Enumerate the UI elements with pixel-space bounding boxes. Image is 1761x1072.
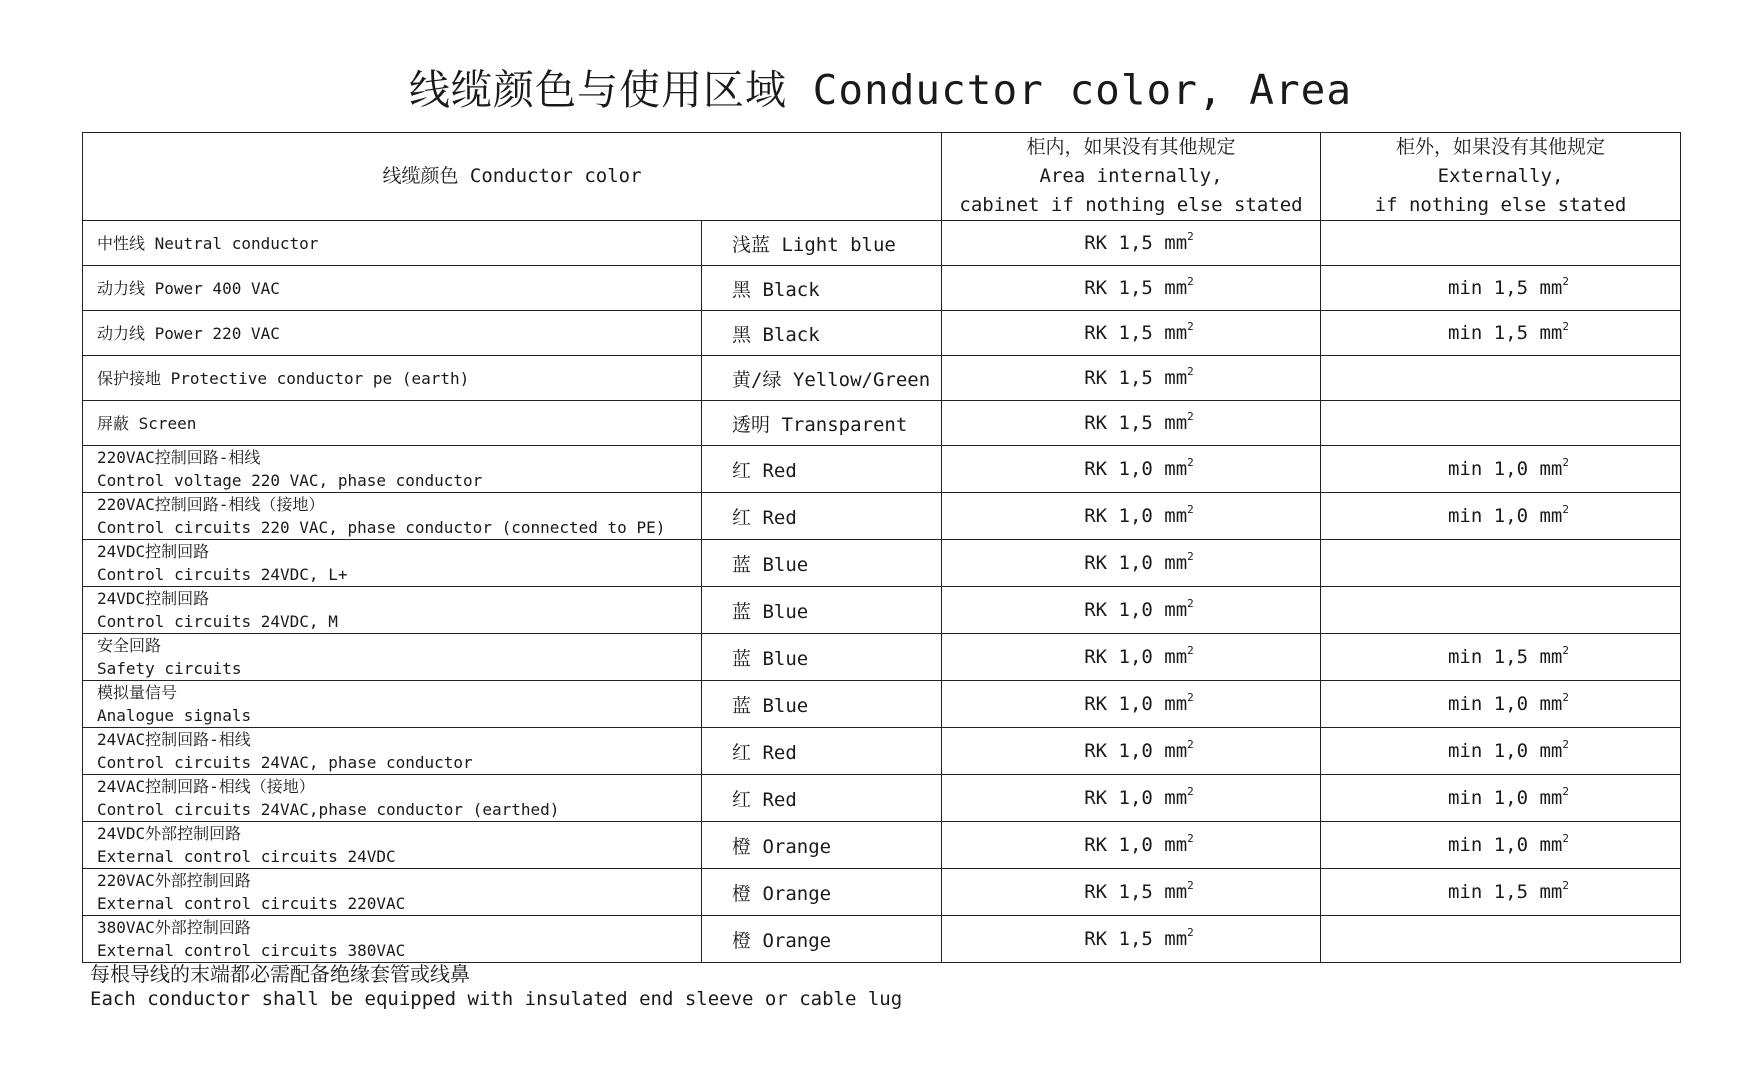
- cross-section-text: RK 1,5 mm: [1084, 412, 1188, 434]
- usage-cell: [83, 493, 702, 540]
- internal-area-value: [1084, 834, 1194, 856]
- unit-exponent: 2: [1187, 597, 1194, 610]
- unit-exponent: 2: [1187, 365, 1194, 378]
- usage-line-primary: 24VDC控制回路: [97, 542, 210, 561]
- table-row: [83, 775, 1681, 822]
- cross-section-text: RK 1,0 mm: [1084, 787, 1188, 809]
- usage-cell: [83, 311, 702, 356]
- usage-line-primary: 380VAC外部控制回路: [97, 918, 251, 937]
- external-area-cell: [1321, 869, 1681, 916]
- color-cell: 黑 Black: [702, 266, 942, 311]
- external-area-cell: [1321, 916, 1681, 963]
- header-external-line: if nothing else stated: [1374, 194, 1627, 216]
- usage-line-primary: 24VDC外部控制回路: [97, 824, 242, 843]
- usage-line-primary: 220VAC控制回路-相线: [97, 448, 261, 467]
- table-header-row: [83, 133, 1681, 221]
- unit-exponent: 2: [1562, 275, 1569, 288]
- color-cell: 红 Red: [702, 446, 942, 493]
- table-row: [83, 587, 1681, 634]
- internal-area-cell: [942, 775, 1321, 822]
- usage-line-primary: 220VAC外部控制回路: [97, 871, 251, 890]
- color-cell: 蓝 Blue: [702, 540, 942, 587]
- external-area-cell: [1321, 311, 1681, 356]
- usage-line-primary: 动力线 Power 400 VAC: [97, 278, 280, 298]
- usage-line-secondary: Control circuits 24VAC, phase conductor: [97, 753, 473, 772]
- cross-section-text: min 1,0 mm: [1447, 787, 1563, 809]
- internal-area-cell: [942, 266, 1321, 311]
- cross-section-text: RK 1,0 mm: [1084, 599, 1188, 621]
- internal-area-value: [1084, 928, 1194, 950]
- usage-line-primary: 24VAC控制回路-相线（接地）: [97, 777, 315, 796]
- internal-area-cell: [942, 401, 1321, 446]
- external-area-value: [1448, 646, 1569, 668]
- external-area-cell: [1321, 540, 1681, 587]
- unit-exponent: 2: [1187, 275, 1194, 288]
- color-cell: 蓝 Blue: [702, 681, 942, 728]
- unit-exponent: 2: [1187, 785, 1194, 798]
- external-area-value: [1448, 740, 1569, 762]
- usage-cell: [83, 822, 702, 869]
- unit-exponent: 2: [1187, 738, 1194, 751]
- conductor-color-table: [82, 132, 1681, 963]
- color-cell: 橙 Orange: [702, 916, 942, 963]
- unit-exponent: 2: [1187, 550, 1194, 563]
- external-area-cell: [1321, 221, 1681, 266]
- internal-area-cell: [942, 869, 1321, 916]
- cross-section-text: min 1,5 mm: [1447, 881, 1563, 903]
- usage-cell: [83, 728, 702, 775]
- usage-line-secondary: External control circuits 380VAC: [97, 941, 406, 960]
- internal-area-cell: [942, 540, 1321, 587]
- cross-section-text: RK 1,0 mm: [1084, 552, 1188, 574]
- usage-line-secondary: Control circuits 24VAC,phase conductor (earthed): [97, 800, 560, 819]
- usage-line-secondary: Safety circuits: [97, 659, 242, 678]
- external-area-value: [1448, 787, 1569, 809]
- internal-area-cell: [942, 493, 1321, 540]
- usage-line-primary: 模拟量信号: [97, 683, 178, 702]
- color-cell: 红 Red: [702, 728, 942, 775]
- table-row: [83, 446, 1681, 493]
- internal-area-cell: [942, 822, 1321, 869]
- table-row: [83, 634, 1681, 681]
- table-body: [83, 133, 1681, 963]
- cross-section-text: RK 1,0 mm: [1084, 740, 1188, 762]
- internal-area-cell: [942, 311, 1321, 356]
- internal-area-value: [1084, 367, 1194, 389]
- external-area-cell: [1321, 356, 1681, 401]
- table-row: [83, 221, 1681, 266]
- cross-section-text: min 1,0 mm: [1447, 740, 1563, 762]
- usage-line-primary: 220VAC控制回路-相线（接地）: [97, 495, 325, 514]
- cross-section-text: RK 1,5 mm: [1084, 232, 1188, 254]
- usage-line-primary: 24VDC控制回路: [97, 589, 210, 608]
- external-area-cell: [1321, 587, 1681, 634]
- internal-area-value: [1084, 552, 1194, 574]
- internal-area-value: [1084, 881, 1194, 903]
- usage-line-secondary: External control circuits 24VDC: [97, 847, 396, 866]
- internal-area-value: [1084, 412, 1194, 434]
- cross-section-text: RK 1,5 mm: [1084, 367, 1188, 389]
- cross-section-text: RK 1,0 mm: [1084, 505, 1188, 527]
- external-area-value: [1448, 834, 1569, 856]
- usage-line-primary: 动力线 Power 220 VAC: [97, 323, 280, 343]
- internal-area-cell: [942, 728, 1321, 775]
- usage-cell: [83, 869, 702, 916]
- color-cell: 橙 Orange: [702, 869, 942, 916]
- external-area-value: [1448, 322, 1569, 344]
- table-row: [83, 916, 1681, 963]
- internal-area-cell: [942, 356, 1321, 401]
- external-area-value: [1448, 693, 1569, 715]
- header-external-line: 柜外，如果没有其他规定: [1395, 136, 1605, 158]
- header-conductor-color: 线缆颜色 Conductor color: [83, 133, 942, 221]
- table-row: [83, 311, 1681, 356]
- cross-section-text: RK 1,5 mm: [1084, 928, 1188, 950]
- color-cell: 红 Red: [702, 493, 942, 540]
- usage-cell: [83, 681, 702, 728]
- external-area-value: [1448, 458, 1569, 480]
- table-row: [83, 681, 1681, 728]
- internal-area-cell: [942, 446, 1321, 493]
- usage-cell: [83, 446, 702, 493]
- internal-area-value: [1084, 599, 1194, 621]
- color-cell: 红 Red: [702, 775, 942, 822]
- usage-line-secondary: External control circuits 220VAC: [97, 894, 406, 913]
- usage-cell: [83, 916, 702, 963]
- table-row: [83, 728, 1681, 775]
- unit-exponent: 2: [1187, 410, 1194, 423]
- cross-section-text: RK 1,5 mm: [1084, 322, 1188, 344]
- external-area-cell: [1321, 493, 1681, 540]
- color-cell: 橙 Orange: [702, 822, 942, 869]
- table-row: [83, 401, 1681, 446]
- cross-section-text: RK 1,0 mm: [1084, 693, 1188, 715]
- header-internal-line: cabinet if nothing else stated: [959, 194, 1303, 216]
- internal-area-value: [1084, 458, 1194, 480]
- external-area-value: [1448, 277, 1569, 299]
- usage-line-primary: 中性线 Neutral conductor: [97, 233, 319, 253]
- note-chinese: 每根导线的末端都必需配备绝缘套管或线鼻: [90, 962, 470, 986]
- cross-section-text: min 1,5 mm: [1447, 646, 1563, 668]
- unit-exponent: 2: [1562, 785, 1569, 798]
- table-row: [83, 822, 1681, 869]
- internal-area-value: [1084, 693, 1194, 715]
- internal-area-cell: [942, 681, 1321, 728]
- usage-cell: [83, 540, 702, 587]
- table-row: [83, 493, 1681, 540]
- cross-section-text: RK 1,0 mm: [1084, 834, 1188, 856]
- cross-section-text: RK 1,0 mm: [1084, 458, 1188, 480]
- unit-exponent: 2: [1562, 738, 1569, 751]
- usage-cell: [83, 587, 702, 634]
- internal-area-cell: [942, 916, 1321, 963]
- color-cell: 透明 Transparent: [702, 401, 942, 446]
- internal-area-value: [1084, 322, 1194, 344]
- unit-exponent: 2: [1187, 320, 1194, 333]
- note-english: Each conductor shall be equipped with insulated end sleeve or cable lug: [90, 988, 903, 1010]
- usage-cell: [83, 775, 702, 822]
- usage-line-secondary: Analogue signals: [97, 706, 252, 725]
- usage-line-secondary: Control circuits 24VDC, L+: [97, 565, 348, 584]
- color-cell: 蓝 Blue: [702, 587, 942, 634]
- internal-area-value: [1084, 787, 1194, 809]
- usage-line-primary: 屏蔽 Screen: [97, 413, 197, 433]
- internal-area-value: [1084, 740, 1194, 762]
- internal-area-value: [1084, 232, 1194, 254]
- table-row: [83, 356, 1681, 401]
- internal-area-cell: [942, 634, 1321, 681]
- external-area-cell: [1321, 634, 1681, 681]
- unit-exponent: 2: [1562, 320, 1569, 333]
- unit-exponent: 2: [1562, 832, 1569, 845]
- unit-exponent: 2: [1187, 230, 1194, 243]
- header-internal: [942, 133, 1321, 221]
- unit-exponent: 2: [1187, 926, 1194, 939]
- cross-section-text: min 1,0 mm: [1447, 458, 1563, 480]
- unit-exponent: 2: [1187, 503, 1194, 516]
- header-internal-line: 柜内，如果没有其他规定: [1026, 136, 1236, 158]
- unit-exponent: 2: [1187, 832, 1194, 845]
- external-area-cell: [1321, 822, 1681, 869]
- external-area-cell: [1321, 401, 1681, 446]
- cross-section-text: min 1,0 mm: [1447, 834, 1563, 856]
- unit-exponent: 2: [1562, 879, 1569, 892]
- external-area-cell: [1321, 446, 1681, 493]
- cross-section-text: RK 1,0 mm: [1084, 646, 1188, 668]
- usage-line-primary: 24VAC控制回路-相线: [97, 730, 251, 749]
- unit-exponent: 2: [1562, 503, 1569, 516]
- usage-line-primary: 安全回路: [97, 636, 162, 655]
- header-internal-line: Area internally,: [1039, 165, 1223, 187]
- usage-cell: [83, 401, 702, 446]
- unit-exponent: 2: [1187, 879, 1194, 892]
- unit-exponent: 2: [1187, 456, 1194, 469]
- color-cell: 黑 Black: [702, 311, 942, 356]
- external-area-cell: [1321, 266, 1681, 311]
- table-row: [83, 540, 1681, 587]
- usage-cell: [83, 634, 702, 681]
- cross-section-text: RK 1,5 mm: [1084, 881, 1188, 903]
- internal-area-cell: [942, 587, 1321, 634]
- unit-exponent: 2: [1562, 456, 1569, 469]
- unit-exponent: 2: [1562, 691, 1569, 704]
- external-area-cell: [1321, 728, 1681, 775]
- unit-exponent: 2: [1187, 691, 1194, 704]
- unit-exponent: 2: [1187, 644, 1194, 657]
- usage-cell: [83, 221, 702, 266]
- usage-cell: [83, 356, 702, 401]
- color-cell: 浅蓝 Light blue: [702, 221, 942, 266]
- internal-area-cell: [942, 221, 1321, 266]
- header-external-line: Externally,: [1437, 165, 1564, 187]
- cross-section-text: min 1,0 mm: [1447, 693, 1563, 715]
- document-title: 线缆颜色与使用区域 Conductor color, Area: [408, 66, 1353, 114]
- usage-line-secondary: Control voltage 220 VAC, phase conductor: [97, 471, 483, 490]
- usage-line-primary: 保护接地 Protective conductor pe (earth): [97, 368, 470, 388]
- external-area-cell: [1321, 775, 1681, 822]
- header-external: [1321, 133, 1681, 221]
- external-area-cell: [1321, 681, 1681, 728]
- table-row: [83, 869, 1681, 916]
- usage-cell: [83, 266, 702, 311]
- internal-area-value: [1084, 277, 1194, 299]
- usage-line-secondary: Control circuits 24VDC, M: [97, 612, 338, 631]
- cross-section-text: min 1,0 mm: [1447, 505, 1563, 527]
- usage-line-secondary: Control circuits 220 VAC, phase conductor (connected to PE): [97, 518, 666, 537]
- external-area-value: [1448, 505, 1569, 527]
- cross-section-text: min 1,5 mm: [1447, 277, 1563, 299]
- table-row: [83, 266, 1681, 311]
- external-area-value: [1448, 881, 1569, 903]
- cross-section-text: min 1,5 mm: [1447, 322, 1563, 344]
- color-cell: 黄/绿 Yellow/Green: [702, 356, 942, 401]
- color-cell: 蓝 Blue: [702, 634, 942, 681]
- internal-area-value: [1084, 505, 1194, 527]
- internal-area-value: [1084, 646, 1194, 668]
- unit-exponent: 2: [1562, 644, 1569, 657]
- cross-section-text: RK 1,5 mm: [1084, 277, 1188, 299]
